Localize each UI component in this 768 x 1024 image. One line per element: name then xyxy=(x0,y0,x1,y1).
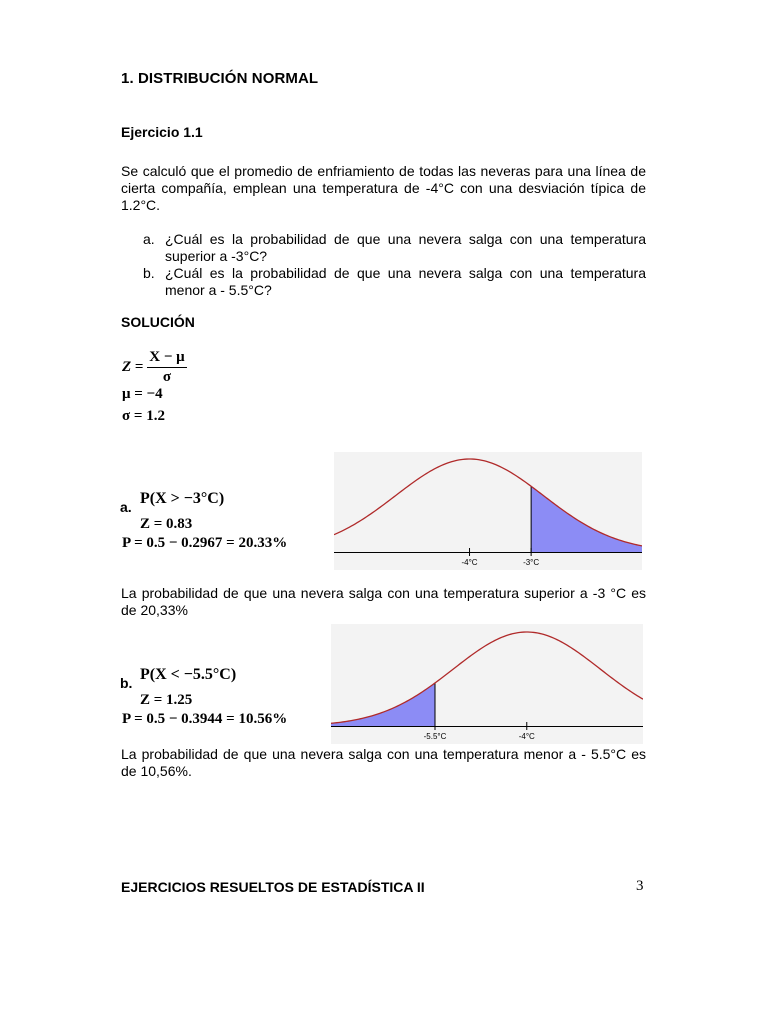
page-number: 3 xyxy=(636,878,644,894)
question-a-marker: a. xyxy=(143,231,155,247)
chart-b-tick-label-mean: -4°C xyxy=(518,732,535,741)
footer-title: EJERCICIOS RESUELTOS DE ESTADÍSTICA II xyxy=(121,879,425,895)
part-b-z-value: Z = 1.25 xyxy=(140,692,193,708)
part-a-marker: a. xyxy=(120,499,132,515)
solution-heading: SOLUCIÓN xyxy=(121,314,195,330)
section-title: 1. DISTRIBUCIÓN NORMAL xyxy=(121,70,319,87)
part-b-probability-expression: P(X < −5.5°C) xyxy=(140,666,237,683)
part-b-conclusion: La probabilidad de que una nevera salga con una temperatura menor a - 5.5°C es de 10,56%. xyxy=(121,746,646,779)
chart-a-tick-label-cutoff: -3°C xyxy=(523,558,540,567)
mu-value: μ = −4 xyxy=(122,386,163,402)
z-denominator: σ xyxy=(162,369,172,385)
z-symbol: Z xyxy=(122,358,132,375)
question-b-marker: b. xyxy=(143,265,155,281)
chart-a-tick-label-mean: -4°C xyxy=(461,558,478,567)
exercise-title: Ejercicio 1.1 xyxy=(121,124,203,140)
equals-sign: = xyxy=(134,358,144,375)
z-formula xyxy=(122,349,187,386)
z-fraction xyxy=(147,349,186,386)
part-a-conclusion: La probabilidad de que una nevera salga con una temperatura superior a -3 °C es de 20,33% xyxy=(121,585,646,618)
chart-b-tick-label-cutoff: -5.5°C xyxy=(423,732,447,741)
part-a-probability-result: P = 0.5 − 0.2967 = 20.33% xyxy=(122,535,288,551)
z-numerator: X − μ xyxy=(147,349,186,368)
problem-statement: Se calculó que el promedio de enfriamiento de todas las neveras para una línea de cierta compañía, emplean una temperatura de -4°C con una desviación típica de 1.2°C. xyxy=(121,163,646,213)
chart-a-normal-curve xyxy=(334,452,642,570)
sigma-value: σ = 1.2 xyxy=(122,408,165,424)
part-a-probability-expression: P(X > −3°C) xyxy=(140,490,225,507)
part-b-marker: b. xyxy=(120,675,133,691)
question-b-text: ¿Cuál es la probabilidad de que una nevera salga con una temperatura menor a - 5.5°C? xyxy=(165,265,646,298)
chart-b-normal-curve xyxy=(331,624,643,744)
question-a-text: ¿Cuál es la probabilidad de que una nevera salga con una temperatura superior a -3°C? xyxy=(165,231,646,264)
part-a-z-value: Z = 0.83 xyxy=(140,516,193,532)
part-b-probability-result: P = 0.5 − 0.3944 = 10.56% xyxy=(122,711,288,727)
